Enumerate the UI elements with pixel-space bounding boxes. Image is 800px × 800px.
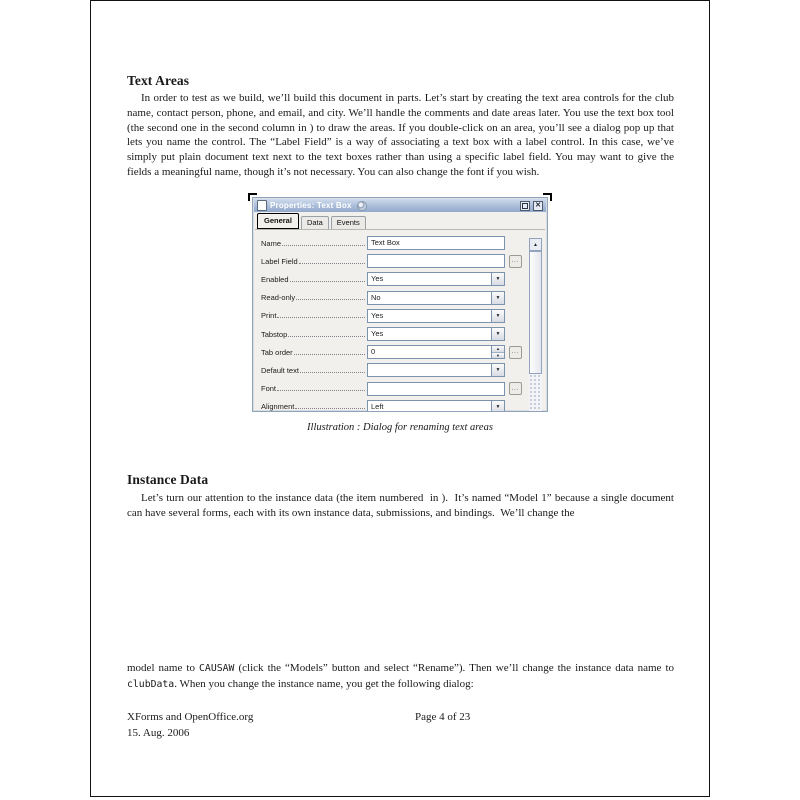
figure-caption: Illustration : Dialog for renaming text areas: [307, 422, 493, 433]
chevron-down-icon[interactable]: ▼: [491, 364, 504, 376]
code-instance-name: clubData: [127, 678, 175, 690]
paragraph-text: (click the “Models” button and select “Rename”). Then we’ll change the instance data name to: [234, 662, 675, 674]
dialog-screenshot-figure: [252, 197, 548, 412]
document-icon: [257, 200, 267, 211]
more-button[interactable]: ...: [509, 255, 522, 268]
footer-date: 15. Aug. 2006: [127, 727, 190, 739]
dotted-leader: [277, 317, 365, 318]
paragraph-text: . When you change the instance name, you get the following dialog:: [174, 677, 474, 690]
paragraph-model-rename: [127, 661, 674, 693]
dialog-row-label-field: [261, 252, 523, 270]
field-label-text: Name: [261, 238, 282, 248]
field-label: [261, 311, 367, 320]
dotted-leader: [290, 281, 365, 282]
restore-icon[interactable]: [520, 201, 530, 211]
dialog-tabbar: [257, 215, 366, 229]
dialog-scrollbar[interactable]: [529, 238, 542, 411]
field-label-text: Font: [261, 384, 277, 394]
dotted-leader: [295, 408, 365, 409]
close-icon[interactable]: ✕: [533, 201, 543, 211]
field-label: [261, 275, 367, 284]
dotted-leader: [299, 263, 365, 264]
dialog-row-name: [261, 234, 523, 252]
footer-document-title: XForms and OpenOffice.org: [127, 711, 254, 723]
paragraph-text: model name to: [127, 662, 200, 674]
swirl-icon: [357, 201, 367, 211]
field-label-text: Read-only: [261, 293, 296, 303]
scrollbar-thumb[interactable]: [529, 251, 542, 374]
dialog-row-print: [261, 307, 523, 325]
paragraph-instance-data: Let’s turn our attention to the instance data (the item numbered in ). It’s named “Model 1” because a single document can have several forms, each with its own instance data, submissions, and bindings. We’ll change the: [127, 492, 674, 519]
field-value: No: [371, 292, 381, 302]
code-model-name: CAUSAW: [199, 663, 235, 674]
dialog-rows: [261, 234, 523, 412]
dotted-leader: [282, 245, 365, 246]
scrollbar-track[interactable]: [529, 374, 542, 411]
tab-general[interactable]: General: [257, 213, 299, 229]
field-value: Yes: [371, 310, 384, 320]
field-label: [261, 384, 367, 393]
properties-dialog: [252, 197, 548, 412]
section-heading-text-areas: Text Areas: [127, 73, 190, 88]
field-label: [261, 239, 367, 248]
field-label-text: Enabled: [261, 274, 289, 284]
chevron-down-icon[interactable]: ▼: [491, 328, 504, 340]
field-value: Yes: [371, 274, 384, 284]
field-label: [261, 293, 367, 302]
enabled-dropdown[interactable]: [367, 272, 505, 286]
print-dropdown[interactable]: [367, 309, 505, 323]
name-input[interactable]: [367, 236, 505, 250]
dialog-title: Properties: Text Box: [270, 201, 352, 210]
dotted-leader: [288, 336, 365, 337]
field-label-text: Tab order: [261, 347, 293, 357]
field-value: Left: [371, 401, 384, 411]
field-label: [261, 366, 367, 375]
chevron-down-icon[interactable]: ▼: [491, 310, 504, 322]
field-label-text: Print: [261, 311, 277, 321]
dialog-row-tabstop: [261, 325, 523, 343]
section-heading-instance-data: Instance Data: [127, 472, 209, 487]
field-label: [261, 257, 367, 266]
tab-events[interactable]: Events: [331, 216, 366, 229]
spinner-up-icon[interactable]: ▲: [492, 346, 504, 352]
field-value: Yes: [371, 329, 384, 339]
label-field-input[interactable]: [367, 254, 505, 268]
dialog-row-tab-order: [261, 343, 523, 361]
dialog-row-default-text: [261, 361, 523, 379]
field-label: [261, 402, 367, 411]
dotted-leader: [294, 354, 365, 355]
spinner-down-icon[interactable]: ▼: [492, 352, 504, 359]
more-button[interactable]: ...: [509, 346, 522, 359]
dialog-row-font: [261, 380, 523, 398]
dialog-row-read-only: [261, 289, 523, 307]
field-label: [261, 348, 367, 357]
field-label-text: Tabstop: [261, 329, 288, 339]
chevron-down-icon[interactable]: ▼: [491, 401, 504, 412]
footer-page-number: Page 4 of 23: [415, 711, 471, 723]
dialog-titlebar: [254, 199, 546, 212]
field-value: Text Box: [371, 238, 400, 248]
dialog-row-enabled: [261, 270, 523, 288]
read-only-dropdown[interactable]: [367, 291, 505, 305]
dotted-leader: [300, 372, 365, 373]
field-label: [261, 330, 367, 339]
document-page: [90, 0, 710, 797]
dotted-leader: [296, 299, 365, 300]
dotted-leader: [277, 390, 365, 391]
chevron-down-icon[interactable]: ▼: [491, 292, 504, 304]
tab-data[interactable]: Data: [301, 216, 329, 229]
chevron-down-icon[interactable]: ▼: [491, 273, 504, 285]
field-label-text: Default text: [261, 365, 299, 375]
tabstop-dropdown[interactable]: [367, 327, 505, 341]
field-label-text: Alignment: [261, 402, 295, 412]
field-label-text: Label Field: [261, 256, 298, 266]
page-footer: [127, 711, 674, 723]
dialog-row-alignment: [261, 398, 523, 412]
scroll-up-icon[interactable]: ▲: [529, 238, 542, 251]
field-value: 0: [371, 347, 376, 357]
tab-divider: [255, 229, 545, 230]
paragraph-text-areas: In order to test as we build, we’ll build this document in parts. Let’s start by creating the text area controls for the club name, contact person, phone, and email, and city. We’ll handle the comments and date areas later. You use the text box tool (the second one in the second column in ) to draw the areas. If you double-click on an area, you’ll see a dialog pop up that lets you name the control. The “Label Field” is a way of associating a text box with a label control. In this case, we’ve simply put plain document text next to the text boxes rather than using a specific label field. You may want to give the fields a meaningful name, though it’s not necessary. You can also change the font if you wish.: [127, 92, 674, 178]
tab-order-spinner[interactable]: [367, 345, 505, 359]
more-button[interactable]: ...: [509, 382, 522, 395]
font-input[interactable]: [367, 382, 505, 396]
alignment-dropdown[interactable]: [367, 400, 505, 412]
default-text-dropdown[interactable]: [367, 363, 505, 377]
spinner-buttons[interactable]: [491, 346, 504, 358]
